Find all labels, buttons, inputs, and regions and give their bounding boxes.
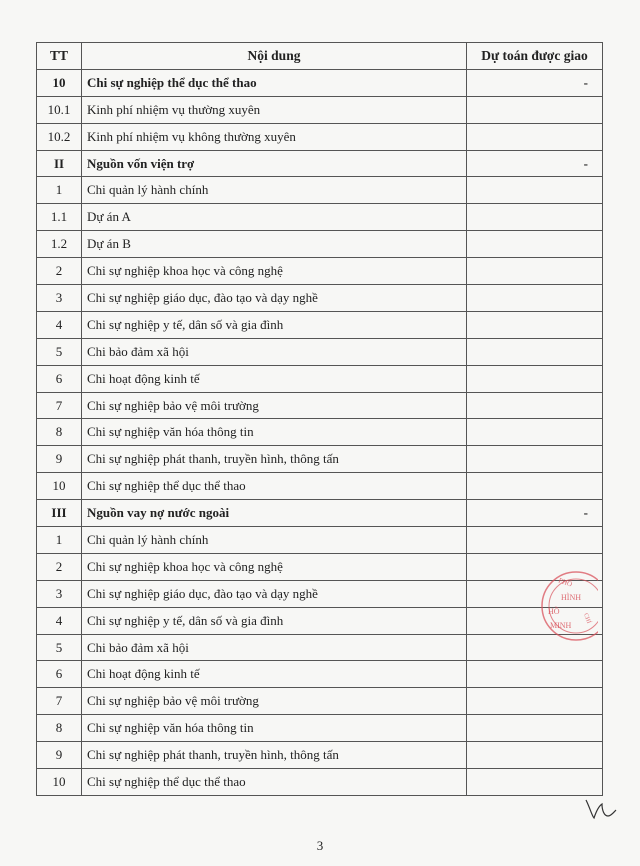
table-row bbox=[37, 365, 603, 392]
stamp-text-4: CHÍ bbox=[582, 612, 592, 625]
stamp-text-3: HỒ bbox=[548, 607, 560, 616]
row-number: 1 bbox=[37, 177, 82, 204]
row-budget-value bbox=[467, 446, 603, 473]
row-content: Chi hoạt động kinh tế bbox=[82, 661, 467, 688]
row-content: Chi sự nghiệp thể dục thể thao bbox=[82, 473, 467, 500]
table-row bbox=[37, 473, 603, 500]
row-number: II bbox=[37, 150, 82, 177]
row-budget-value bbox=[467, 419, 603, 446]
header-content: Nội dung bbox=[82, 43, 467, 70]
row-budget-value bbox=[467, 231, 603, 258]
row-number: 10.1 bbox=[37, 96, 82, 123]
row-number: 8 bbox=[37, 715, 82, 742]
stamp-text-5: MINH bbox=[550, 621, 572, 630]
table-row bbox=[37, 231, 603, 258]
table-row bbox=[37, 392, 603, 419]
row-number: 2 bbox=[37, 553, 82, 580]
row-content: Chi sự nghiệp khoa học và công nghệ bbox=[82, 553, 467, 580]
row-number: III bbox=[37, 500, 82, 527]
row-content: Chi quản lý hành chính bbox=[82, 177, 467, 204]
row-budget-value bbox=[467, 96, 603, 123]
row-number: 8 bbox=[37, 419, 82, 446]
row-number: 2 bbox=[37, 258, 82, 285]
table-row bbox=[37, 688, 603, 715]
row-content: Chi sự nghiệp thể dục thể thao bbox=[82, 769, 467, 796]
table-row bbox=[37, 69, 603, 96]
row-content: Chi sự nghiệp thể dục thể thao bbox=[82, 69, 467, 96]
header-budget: Dự toán được giao bbox=[467, 43, 603, 70]
table-row bbox=[37, 446, 603, 473]
signature-mark bbox=[584, 794, 618, 824]
row-content: Chi sự nghiệp khoa học và công nghệ bbox=[82, 258, 467, 285]
table-row bbox=[37, 742, 603, 769]
table-row bbox=[37, 527, 603, 554]
row-number: 1.2 bbox=[37, 231, 82, 258]
row-number: 7 bbox=[37, 688, 82, 715]
page-number: 3 bbox=[316, 838, 324, 853]
row-number: 4 bbox=[37, 311, 82, 338]
row-budget-value bbox=[467, 258, 603, 285]
row-content: Chi sự nghiệp bảo vệ môi trường bbox=[82, 688, 467, 715]
table-header-row bbox=[37, 43, 603, 70]
row-number: 4 bbox=[37, 607, 82, 634]
stamp-text-2: HÌNH bbox=[561, 593, 581, 602]
row-budget-value bbox=[467, 715, 603, 742]
table-body bbox=[37, 69, 603, 795]
table-row bbox=[37, 338, 603, 365]
row-budget-value: - bbox=[467, 150, 603, 177]
row-budget-value bbox=[467, 661, 603, 688]
row-content: Chi sự nghiệp y tế, dân số và gia đình bbox=[82, 607, 467, 634]
row-budget-value bbox=[467, 688, 603, 715]
table-row bbox=[37, 96, 603, 123]
red-seal-stamp bbox=[536, 556, 598, 656]
row-content: Dự án A bbox=[82, 204, 467, 231]
row-budget-value bbox=[467, 365, 603, 392]
row-content: Chi sự nghiệp văn hóa thông tin bbox=[82, 715, 467, 742]
row-budget-value bbox=[467, 527, 603, 554]
row-budget-value bbox=[467, 177, 603, 204]
table-row bbox=[37, 285, 603, 312]
row-content: Chi bảo đảm xã hội bbox=[82, 338, 467, 365]
table-row bbox=[37, 769, 603, 796]
table-row bbox=[37, 150, 603, 177]
table-row bbox=[37, 661, 603, 688]
row-content: Chi quản lý hành chính bbox=[82, 527, 467, 554]
row-number: 10 bbox=[37, 473, 82, 500]
row-number: 3 bbox=[37, 580, 82, 607]
table-row bbox=[37, 580, 603, 607]
table-row bbox=[37, 123, 603, 150]
table-row bbox=[37, 177, 603, 204]
row-number: 9 bbox=[37, 742, 82, 769]
row-budget-value bbox=[467, 392, 603, 419]
row-number: 9 bbox=[37, 446, 82, 473]
stamp-text-1: PHỐ bbox=[557, 576, 574, 589]
row-content: Nguồn vốn viện trợ bbox=[82, 150, 467, 177]
row-content: Chi hoạt động kinh tế bbox=[82, 365, 467, 392]
table-row bbox=[37, 715, 603, 742]
row-number: 5 bbox=[37, 338, 82, 365]
row-budget-value bbox=[467, 473, 603, 500]
row-content: Kinh phí nhiệm vụ thường xuyên bbox=[82, 96, 467, 123]
row-number: 1 bbox=[37, 527, 82, 554]
row-number: 3 bbox=[37, 285, 82, 312]
row-budget-value bbox=[467, 769, 603, 796]
row-content: Chi bảo đảm xã hội bbox=[82, 634, 467, 661]
table-row bbox=[37, 419, 603, 446]
row-number: 1.1 bbox=[37, 204, 82, 231]
row-content: Dự án B bbox=[82, 231, 467, 258]
row-content: Chi sự nghiệp bảo vệ môi trường bbox=[82, 392, 467, 419]
row-number: 6 bbox=[37, 365, 82, 392]
row-content: Chi sự nghiệp phát thanh, truyền hình, thông tấn bbox=[82, 446, 467, 473]
table-row bbox=[37, 258, 603, 285]
row-budget-value bbox=[467, 338, 603, 365]
table-row bbox=[37, 311, 603, 338]
table-row bbox=[37, 204, 603, 231]
row-content: Nguồn vay nợ nước ngoài bbox=[82, 500, 467, 527]
table-row bbox=[37, 500, 603, 527]
budget-table bbox=[36, 42, 603, 796]
header-tt: TT bbox=[37, 43, 82, 70]
row-budget-value bbox=[467, 123, 603, 150]
row-number: 10 bbox=[37, 69, 82, 96]
row-budget-value bbox=[467, 204, 603, 231]
row-content: Chi sự nghiệp giáo dục, đào tạo và dạy nghề bbox=[82, 580, 467, 607]
row-number: 5 bbox=[37, 634, 82, 661]
table-row bbox=[37, 607, 603, 634]
row-budget-value: - bbox=[467, 500, 603, 527]
row-number: 10.2 bbox=[37, 123, 82, 150]
row-content: Kinh phí nhiệm vụ không thường xuyên bbox=[82, 123, 467, 150]
row-budget-value bbox=[467, 311, 603, 338]
row-content: Chi sự nghiệp phát thanh, truyền hình, thông tấn bbox=[82, 742, 467, 769]
row-content: Chi sự nghiệp giáo dục, đào tạo và dạy nghề bbox=[82, 285, 467, 312]
row-content: Chi sự nghiệp y tế, dân số và gia đình bbox=[82, 311, 467, 338]
row-budget-value: - bbox=[467, 69, 603, 96]
row-number: 10 bbox=[37, 769, 82, 796]
row-budget-value bbox=[467, 285, 603, 312]
table-row bbox=[37, 553, 603, 580]
row-budget-value bbox=[467, 742, 603, 769]
row-number: 7 bbox=[37, 392, 82, 419]
table-row bbox=[37, 634, 603, 661]
row-content: Chi sự nghiệp văn hóa thông tin bbox=[82, 419, 467, 446]
row-number: 6 bbox=[37, 661, 82, 688]
